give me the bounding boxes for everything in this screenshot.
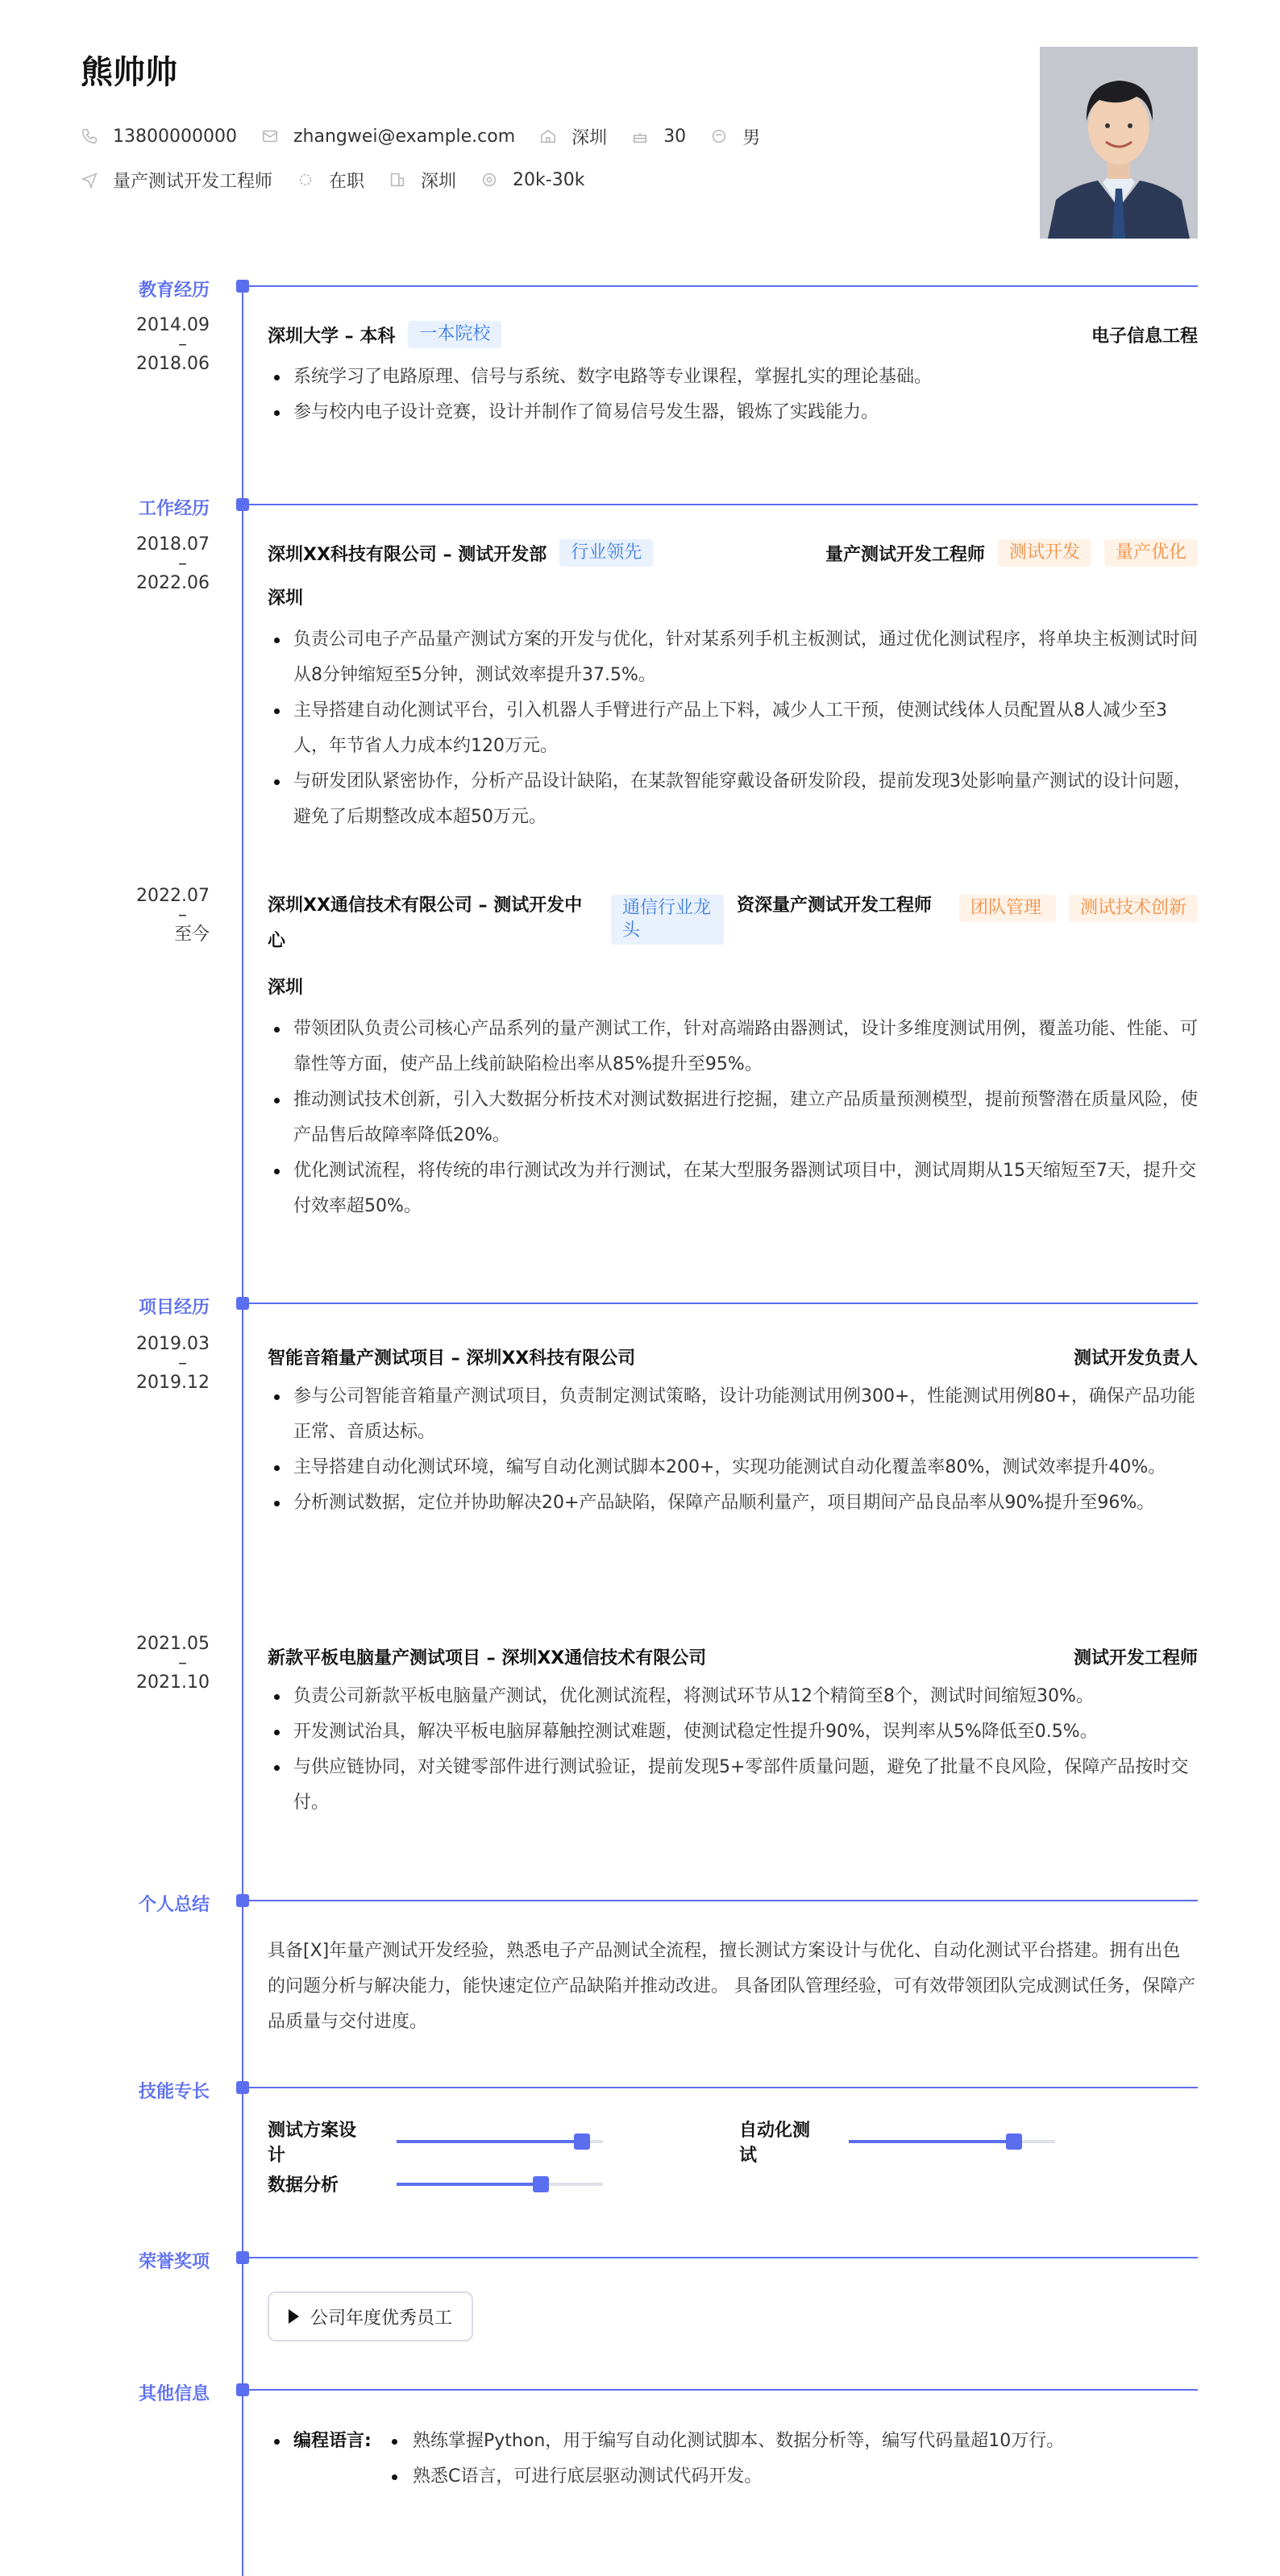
summary-text: 具备[X]年量产测试开发经验，熟悉电子产品测试全流程，擅长测试方案设计与优化、自动化测试平台搭建。拥有出色的问题分析与解决能力，能快速定位产品缺陷并推动改进。 具备团队管理经验，可有效带领团队完成测试任务，保障产品质量与交付进度。 [268, 1941, 1195, 2032]
list-item: 系统学习了电路原理、信号与系统、数字电路等专业课程，掌握扎实的理论基础。 [268, 359, 1198, 395]
email-text: zhangwei@example.com [293, 126, 516, 147]
status-icon [297, 171, 314, 189]
project-date-2 [121, 1635, 210, 1693]
gender-text: 男 [742, 127, 761, 148]
other-info [268, 2424, 1198, 2495]
award-item[interactable] [268, 2291, 473, 2341]
other-item: 熟练掌握Python，用于编写自动化测试脚本、数据分析等，编写代码量超10万行。 [389, 2424, 1064, 2459]
work-header [268, 539, 1198, 567]
skill-item [268, 2117, 603, 2167]
work-header [268, 888, 1198, 959]
list-item: 参与公司智能音箱量产测试项目，负责制定测试策略，设计功能测试用例300+，性能测试用例80+，确保产品功能正常、音质达标。 [268, 1379, 1198, 1450]
list-item: 优化测试流程，将传统的串行测试改为并行测试，在某大型服务器测试项目中，测试周期从15天缩短至7天，提升交付效率超50%。 [268, 1153, 1198, 1224]
profile-photo [1040, 47, 1198, 239]
phone-text: 13800000000 [113, 126, 237, 147]
timeline-line [242, 282, 243, 2576]
contact-row [81, 122, 1048, 151]
mail-icon [261, 127, 279, 145]
list-item: 参与校内电子设计竞赛，设计并制作了简易信号发生器，锻炼了实践能力。 [268, 395, 1198, 430]
skill-tag: 团队管理 [959, 895, 1056, 922]
work-city: 深圳 [268, 588, 304, 609]
date-start: 2022.07 [136, 886, 210, 906]
section-title-work: 工作经历 [138, 499, 210, 519]
email-item [261, 127, 515, 147]
date-end: 2021.10 [136, 1672, 210, 1693]
skill-knob [574, 2134, 590, 2150]
status-item [297, 168, 364, 193]
school-name: 深圳大学 – 本科 [268, 326, 396, 347]
section-divider [249, 2389, 1198, 2391]
education-entry [268, 321, 1198, 430]
age-item [631, 127, 686, 147]
skill-knob [1006, 2134, 1022, 2150]
project-header [268, 1644, 1198, 1669]
job-title: 资深量产测试开发工程师 [737, 895, 933, 916]
section-marker [236, 498, 249, 511]
list-item: 主导搭建自动化测试环境，编写自动化测试脚本200+，实现功能测试自动化覆盖率80%，测试效率提升40%。 [268, 1450, 1198, 1485]
section-marker [236, 1894, 249, 1907]
skill-bar [849, 2140, 1055, 2143]
status-text: 在职 [329, 171, 365, 192]
date-end: 2018.06 [136, 354, 210, 374]
other-item: 熟悉C语言，可进行底层驱动测试代码开发。 [389, 2459, 762, 2495]
city-text: 深圳 [571, 127, 608, 148]
list-item: 负责公司电子产品量产测试方案的开发与优化，针对某系列手机主板测试，通过优化测试程序，将单块主板测试时间从8分钟缩短至5分钟，测试效率提升37.5%。 [268, 622, 1198, 693]
date-end: 至今 [173, 924, 210, 945]
skill-fill [397, 2183, 541, 2186]
list-item: 推动测试技术创新，引入大数据分析技术对测试数据进行挖掘，建立产品质量预测模型，提前预警潜在质量风险，使产品售后故障率降低20%。 [268, 1082, 1198, 1153]
list-item: 带领团队负责公司核心产品系列的量产测试工作，针对高端路由器测试，设计多维度测试用例，覆盖功能、性能、可靠性等方面，使产品上线前缺陷检出率从85%提升至95%。 [268, 1012, 1198, 1082]
job-title: 量产测试开发工程师 [825, 544, 985, 565]
date-start: 2018.07 [136, 534, 210, 555]
company-name: 深圳XX通信技术有限公司 – 测试开发中心 [268, 895, 583, 951]
phone-icon [81, 127, 98, 145]
section-title-other: 其他信息 [138, 2384, 210, 2404]
skill-bar [397, 2140, 603, 2143]
date-separator: – [178, 905, 187, 925]
age-text: 30 [663, 126, 687, 147]
skill-item [739, 2117, 1055, 2167]
section-divider [249, 2257, 1198, 2258]
skill-tag: 测试技术创新 [1069, 895, 1198, 922]
list-item [268, 2424, 1198, 2459]
work-entry-1 [268, 539, 1198, 835]
section-marker [236, 2251, 249, 2264]
project-bullets [268, 1379, 1198, 1521]
award-text: 公司年度优秀员工 [310, 2308, 453, 2329]
section-marker [236, 2081, 249, 2094]
project-bullets [268, 1679, 1198, 1821]
other-label: 编程语言: [293, 2431, 372, 2451]
resume-header [81, 47, 1048, 209]
job-target-text: 量产测试开发工程师 [113, 171, 273, 192]
school-tag: 一本院校 [408, 321, 501, 348]
gender-item [710, 124, 760, 149]
section-title-education: 教育经历 [138, 280, 210, 301]
date-end: 2022.06 [136, 573, 210, 593]
list-item: 分析测试数据，定位并协助解决20+产品缺陷，保障产品顺利量产，项目期间产品良品率从90%提升至96%。 [268, 1485, 1198, 1521]
salary-item [480, 170, 584, 190]
avatar [1040, 47, 1198, 239]
skill-knob [533, 2176, 549, 2192]
section-divider [249, 504, 1198, 505]
work-bullets [268, 1012, 1198, 1224]
work-date-2 [121, 887, 210, 945]
project-role: 测试开发工程师 [1073, 1648, 1198, 1668]
date-start: 2014.09 [136, 315, 210, 335]
date-separator: – [178, 334, 187, 355]
building-icon [389, 171, 406, 189]
date-separator: – [178, 1353, 187, 1373]
money-icon [480, 171, 498, 189]
work-city: 深圳 [268, 978, 304, 998]
date-start: 2019.03 [136, 1334, 210, 1354]
list-item: 开发测试治具，解决平板电脑屏幕触控测试难题，使测试稳定性提升90%，误判率从5%降低至0.5%。 [268, 1714, 1198, 1750]
list-item [268, 2459, 1198, 2495]
section-marker [236, 1297, 249, 1310]
section-divider [249, 1303, 1198, 1304]
education-header [268, 321, 1198, 348]
work-date-1 [121, 535, 210, 593]
project-role: 测试开发负责人 [1073, 1348, 1198, 1369]
education-bullets [268, 359, 1198, 430]
date-end: 2019.12 [136, 1373, 210, 1393]
city-item [539, 124, 607, 149]
list-item: 与研发团队紧密协作，分析产品设计缺陷，在某款智能穿戴设备研发阶段，提前发现3处影响量产测试的设计问题，避免了后期整改成本超50万元。 [268, 764, 1198, 835]
project-entry-1 [268, 1344, 1198, 1521]
target-city-item [389, 168, 456, 193]
section-title-summary: 个人总结 [138, 1895, 210, 1915]
major-name: 电子信息工程 [1091, 326, 1198, 347]
project-header [268, 1344, 1198, 1369]
date-start: 2021.05 [136, 1634, 210, 1654]
skill-fill [849, 2140, 1014, 2143]
section-title-project: 项目经历 [138, 1298, 210, 1318]
skill-fill [397, 2140, 582, 2143]
work-entry-2 [268, 888, 1198, 1224]
home-icon [539, 127, 557, 145]
date-separator: – [178, 1653, 187, 1673]
job-target-item [81, 168, 272, 193]
section-title-honors: 荣誉奖项 [138, 2252, 210, 2272]
list-item: 与供应链协同，对关键零部件进行测试验证，提前发现5+零部件质量问题，避免了批量不良风险，保障产品按时交付。 [268, 1750, 1198, 1821]
company-tag: 行业领先 [559, 539, 653, 567]
job-row [81, 165, 1048, 194]
date-separator: – [178, 554, 187, 574]
work-bullets [268, 622, 1198, 835]
skill-bar [397, 2183, 603, 2186]
project-entry-2 [268, 1644, 1198, 1821]
section-divider [249, 285, 1198, 287]
skill-name: 数据分析 [268, 2175, 339, 2196]
skill-tag: 量产优化 [1104, 539, 1198, 567]
project-name: 新款平板电脑量产测试项目 – 深圳XX通信技术有限公司 [268, 1648, 707, 1668]
education-date [121, 316, 210, 374]
salary-text: 20k-30k [513, 169, 585, 190]
section-divider [249, 1900, 1198, 1901]
project-date-1 [121, 1335, 210, 1393]
phone-item [81, 127, 237, 147]
section-marker [236, 280, 249, 293]
section-marker [236, 2383, 249, 2396]
gender-icon [710, 127, 728, 145]
company-name: 深圳XX科技有限公司 – 测试开发部 [268, 544, 547, 565]
skill-name: 自动化测试 [739, 2121, 811, 2166]
skill-tag: 测试开发 [998, 539, 1091, 567]
target-city-text: 深圳 [421, 171, 457, 192]
project-name: 智能音箱量产测试项目 – 深圳XX科技有限公司 [268, 1348, 636, 1369]
candidate-name: 熊帅帅 [81, 54, 177, 91]
play-icon [289, 2309, 299, 2324]
cake-icon [631, 127, 649, 145]
skill-item [268, 2171, 603, 2196]
skill-name: 测试方案设计 [268, 2121, 357, 2166]
section-divider [249, 2087, 1198, 2088]
list-item: 主导搭建自动化测试平台，引入机器人手臂进行产品上下料，减少人工干预，使测试线体人员配置从8人减少至3人，年节省人力成本约120万元。 [268, 693, 1198, 764]
company-tag: 通信行业龙头 [611, 895, 724, 945]
list-item: 负责公司新款平板电脑量产测试，优化测试流程，将测试环节从12个精简至8个，测试时间缩短30%。 [268, 1679, 1198, 1714]
section-title-skills: 技能专长 [138, 2082, 210, 2102]
send-icon [81, 171, 98, 189]
